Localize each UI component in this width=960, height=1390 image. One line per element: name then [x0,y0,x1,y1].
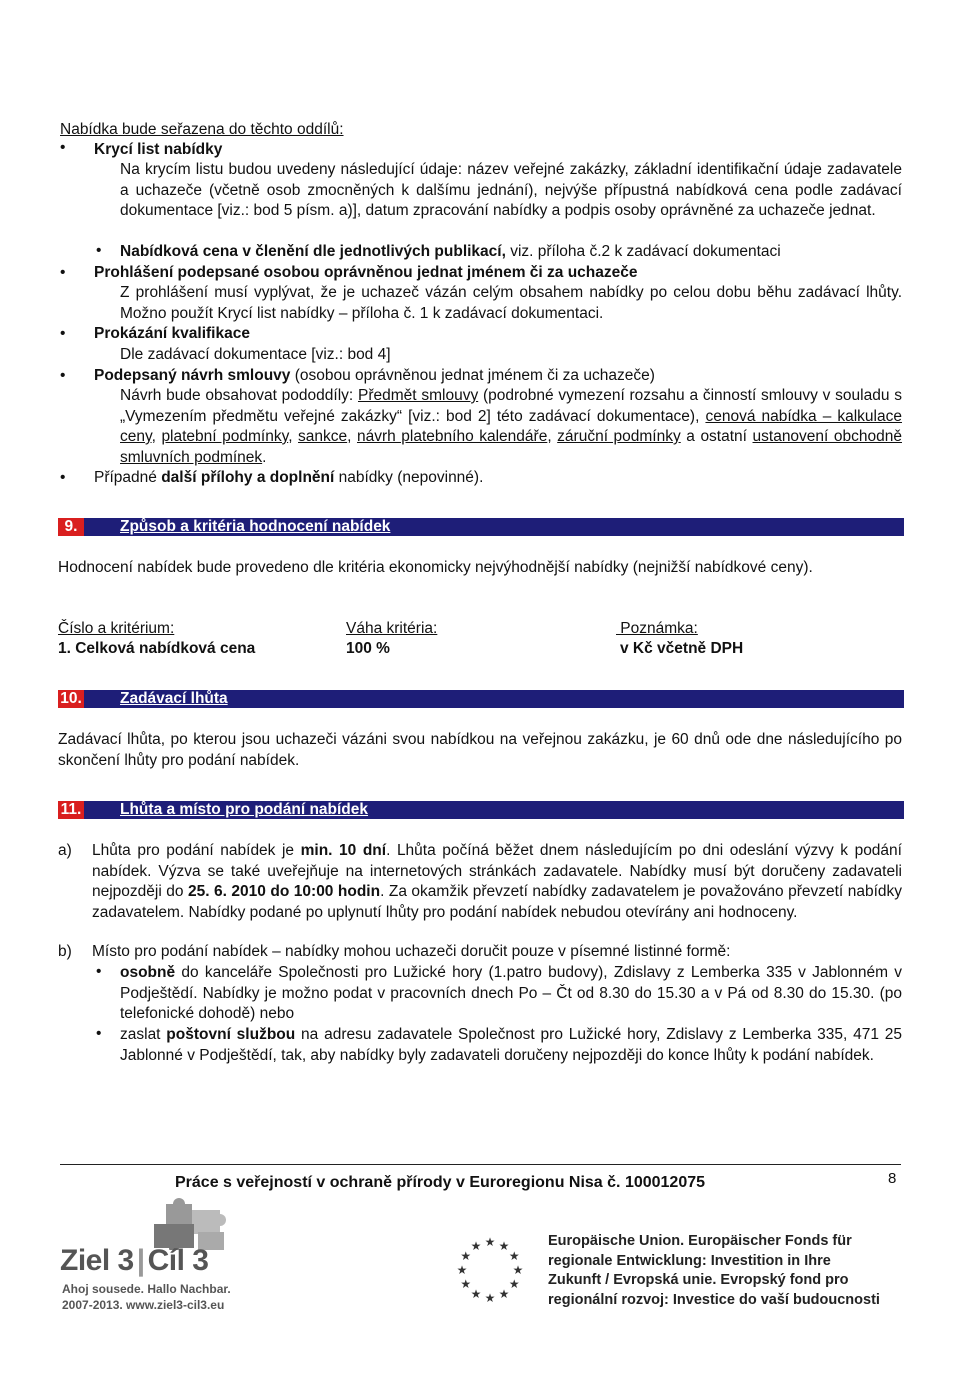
eu-star: ★ [512,1263,524,1277]
bullet-icon: • [60,325,66,342]
bullet-icon: • [60,469,66,486]
bullet-icon: • [60,367,66,384]
eu-star: ★ [508,1277,520,1291]
list-marker: a) [58,842,72,859]
section-title: Způsob a kritéria hodnocení nabídek [120,518,391,535]
page-number: 8 [888,1170,897,1187]
section-text: Zadávací lhůta, po kterou jsou uchazeči vázáni svou nabídkou na veřejnou zakázku, je 60 dnů ode dne následujícího po skončení lhůty pro podání nabídek. [58,731,902,769]
footer-title: Práce s veřejností v ochraně přírody v Euroregionu Nisa č. 100012075 [175,1174,706,1191]
list-marker: b) [58,943,72,960]
list-item-text: Z prohlášení musí vyplývat, že je uchazeč vázán celým obsahem nabídky po celou dobu běhu zadávací lhůty. Možno použít Krycí list nabídky – příloha č. 1 k zadávací dokumentaci. [120,284,902,322]
delivery-personal: osobně do kanceláře Společnosti pro Lužické hory (1.patro budovy), Zdislavy z Lemberka 335 v Jablonném v Podještědí. Nabídky je možno podat v pracovních dnech Po – Čt od 8.30 do 15.30 a v Pá od 8.30 do 15.30. (po telefonické dohodě) nebo [120,964,902,1022]
section-header-11 [58,801,904,819]
section-text: Hodnocení nabídek bude provedeno dle kritéria ekonomicky nejvýhodnější nabídky (nejnižší nabídkové ceny). [58,559,813,576]
list-item-title: Případné další přílohy a doplnění nabídky (nepovinné). [94,469,484,486]
criteria-note: v Kč včetně DPH [620,640,744,657]
list-item-text: Na krycím listu budou uvedeny následující údaje: název veřejné zakázky, základní identifikační údaje zadavatele a uchazeče (včetně osob zmocněných k dalšímu jednání), nejvýše přípustná nabídková cena podle zadávací dokumentace [viz.: bod 5 písm. a)], datum zpracování nabídky a podpis osoby oprávněné za uchazeče jednat. [120,161,902,219]
logo-url: 2007-2013. www.ziel3-cil3.eu [62,1298,225,1312]
eu-star: ★ [498,1287,510,1302]
bullet-icon: • [96,242,102,259]
list-item-title: Prohlášení podepsané osobou oprávněnou jednat jménem či za uchazeče [94,264,638,281]
criteria-header-weight: Váha kritéria: [346,620,438,637]
delivery-post: zaslat poštovní službou na adresu zadavatele Společnost pro Lužické hory, Zdislavy z Lemberka 335, 471 25 Jablonné v Podještědí, tak, aby nabídky byly zadavateli doručeny nejpozději do konce lhůty k podání nabídek. [120,1026,902,1064]
eu-star: ★ [456,1263,468,1277]
section-header-10 [58,690,904,708]
bullet-icon: • [60,139,66,156]
eu-star: ★ [460,1249,472,1263]
list-item-text: Dle zadávací dokumentace [viz.: bod 4] [120,346,391,363]
bullet-icon: • [96,1025,102,1042]
eu-star: ★ [470,1287,482,1302]
eu-star: ★ [484,1291,496,1305]
section-number: 9. [58,518,84,536]
criteria-header-number: Číslo a kritérium: [58,620,175,637]
deadline-text: Lhůta pro podání nabídek je min. 10 dní. Lhůta počíná běžet dnem následujícím po dni odeslání výzvy k podání nabídek. Výzva se také uveřejňuje na internetových stránkách zadavatele. Nabídky musí být doručeny zadavateli nejpozději do 25. 6. 2010 do 10:00 hodin. Za okamžik převzetí nabídky zadavatelem je považováno převzetí nabídky zadavatelem. Nabídky podané po uplynutí lhůty pro podání nabídek nebudou otevírány ani hodnoceny. [92,842,902,921]
eu-star: ★ [508,1249,520,1263]
criteria-name: 1. Celková nabídková cena [58,640,256,657]
footer-divider [60,1164,901,1165]
eu-fund-text: Europäische Union. Europäischer Fonds für regionale Entwicklung: Investition in Ihre Zukunft / Evropská unie. Evropský fond pro regionální rozvoj: Investice do vaší budoucnosti [548,1233,880,1308]
bullet-icon: • [60,264,66,281]
section-intro: Nabídka bude seřazena do těchto oddílů: [60,121,344,138]
eu-star: ★ [498,1238,510,1253]
logo-wordmark: Ziel 3 | Cíl 3 [60,1244,209,1277]
criteria-header-note: Poznámka: [616,620,698,637]
list-item-title: Prokázání kvalifikace [94,325,250,342]
section-title: Lhůta a místo pro podání nabídek [120,801,369,818]
list-item-text: Nabídková cena v členění dle jednotlivých publikací, viz. příloha č.2 k zadávací dokumentaci [120,243,781,260]
list-item-title: Podepsaný návrh smlouvy (osobou oprávněnou jednat jménem či za uchazeče) [94,367,655,384]
list-item-title: Krycí list nabídky [94,141,223,158]
place-text: Místo pro podání nabídek – nabídky mohou uchazeči doručit pouze v písemné listinné formě: [92,943,731,960]
eu-star: ★ [484,1235,496,1249]
ziel3-logo [58,1198,258,1318]
bullet-icon: • [96,963,102,980]
list-item-text: Návrh bude obsahovat pododdíly: Předmět smlouvy (podrobné vymezení rozsahu a činností smlouvy v souladu s „Vymezením předmětu veřejné zakázky“ [viz.: bod 2] této zadávací dokumentace), cenová nabídka – kalkulace ceny, platební podmínky, sankce, návrh platebního kalendáře, záruční podmínky a ostatní ustanovení obchodně smluvních podmínek. [120,387,902,466]
section-header-9 [58,518,904,536]
section-title: Zadávací lhůta [120,690,228,707]
section-number: 11. [58,801,84,819]
puzzle-icon [58,1198,258,1250]
eu-stars-icon [450,1230,530,1310]
eu-star: ★ [470,1238,482,1253]
section-number: 10. [58,690,84,708]
criteria-weight: 100 % [346,640,390,657]
logo-slogan: Ahoj sousede. Hallo Nachbar. [62,1282,231,1296]
eu-star: ★ [460,1277,472,1291]
